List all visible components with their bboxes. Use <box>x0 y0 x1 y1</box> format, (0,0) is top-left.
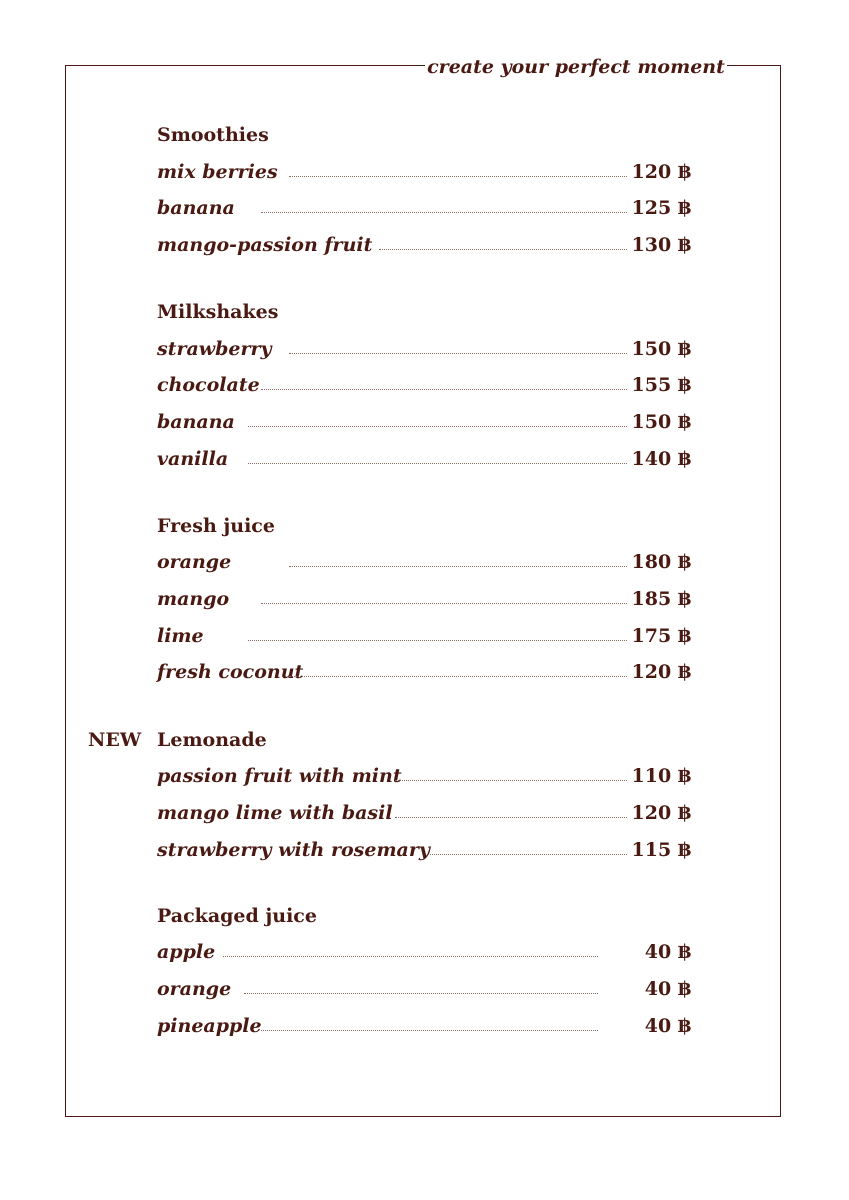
tagline: create your perfect moment <box>425 53 727 81</box>
item-price: 150 ฿ <box>631 411 691 433</box>
dot-leader <box>430 854 627 855</box>
menu-item <box>157 838 697 862</box>
item-name: orange <box>157 551 232 573</box>
item-price: 40 ฿ <box>644 1015 691 1037</box>
item-price: 140 ฿ <box>631 448 691 470</box>
item-name: banana <box>157 411 235 433</box>
item-name: mango lime with basil <box>157 802 393 824</box>
item-name: mango <box>157 588 230 610</box>
item-name: vanilla <box>157 448 229 470</box>
menu-item <box>157 587 697 611</box>
item-price: 175 ฿ <box>631 625 691 647</box>
item-name: strawberry <box>157 338 272 360</box>
dot-leader <box>261 1030 598 1031</box>
item-price: 40 ฿ <box>644 941 691 963</box>
item-price: 120 ฿ <box>631 661 691 683</box>
menu-item <box>157 447 697 471</box>
item-price: 150 ฿ <box>631 338 691 360</box>
menu-item <box>157 624 697 648</box>
menu-item <box>157 801 697 825</box>
menu-item <box>157 196 697 220</box>
menu-item <box>157 1014 697 1038</box>
item-price: 130 ฿ <box>631 234 691 256</box>
item-name: strawberry with rosemary <box>157 839 430 861</box>
item-name: mango-passion fruit <box>157 234 373 256</box>
dot-leader <box>395 817 627 818</box>
dot-leader <box>289 676 627 677</box>
new-badge: NEW <box>88 729 142 751</box>
dot-leader <box>248 463 627 464</box>
item-price: 120 ฿ <box>631 161 691 183</box>
item-price: 120 ฿ <box>631 802 691 824</box>
dot-leader <box>395 780 627 781</box>
section-title-lemonade: Lemonade <box>157 729 267 751</box>
dot-leader <box>379 249 627 250</box>
item-name: chocolate <box>157 374 260 396</box>
item-name: mix berries <box>157 161 278 183</box>
item-name: pineapple <box>157 1015 262 1037</box>
dot-leader <box>223 956 598 957</box>
menu-item <box>157 940 697 964</box>
item-price: 110 ฿ <box>631 765 691 787</box>
dot-leader <box>248 640 627 641</box>
section-title-smoothies: Smoothies <box>157 124 269 146</box>
dot-leader <box>289 353 627 354</box>
item-price: 40 ฿ <box>644 978 691 1000</box>
menu-item <box>157 410 697 434</box>
menu-item <box>157 233 697 257</box>
item-price: 185 ฿ <box>631 588 691 610</box>
item-name: fresh coconut <box>157 661 304 683</box>
item-name: orange <box>157 978 232 1000</box>
dot-leader <box>261 603 627 604</box>
dot-leader <box>244 993 598 994</box>
dot-leader <box>289 176 627 177</box>
menu-item <box>157 764 697 788</box>
item-name: lime <box>157 625 204 647</box>
dot-leader <box>261 389 627 390</box>
item-price: 115 ฿ <box>631 839 691 861</box>
dot-leader <box>261 212 627 213</box>
menu-item <box>157 373 697 397</box>
section-title-fresh-juice: Fresh juice <box>157 515 275 537</box>
menu-item <box>157 550 697 574</box>
item-name: banana <box>157 197 235 219</box>
menu-item <box>157 660 697 684</box>
dot-leader <box>289 566 627 567</box>
menu-item <box>157 977 697 1001</box>
item-price: 155 ฿ <box>631 374 691 396</box>
section-title-milkshakes: Milkshakes <box>157 301 279 323</box>
section-title-packaged-juice: Packaged juice <box>157 905 317 927</box>
item-name: apple <box>157 941 216 963</box>
item-name: passion fruit with mint <box>157 765 402 787</box>
menu-item <box>157 337 697 361</box>
dot-leader <box>248 426 627 427</box>
item-price: 125 ฿ <box>631 197 691 219</box>
item-price: 180 ฿ <box>631 551 691 573</box>
menu-item <box>157 160 697 184</box>
